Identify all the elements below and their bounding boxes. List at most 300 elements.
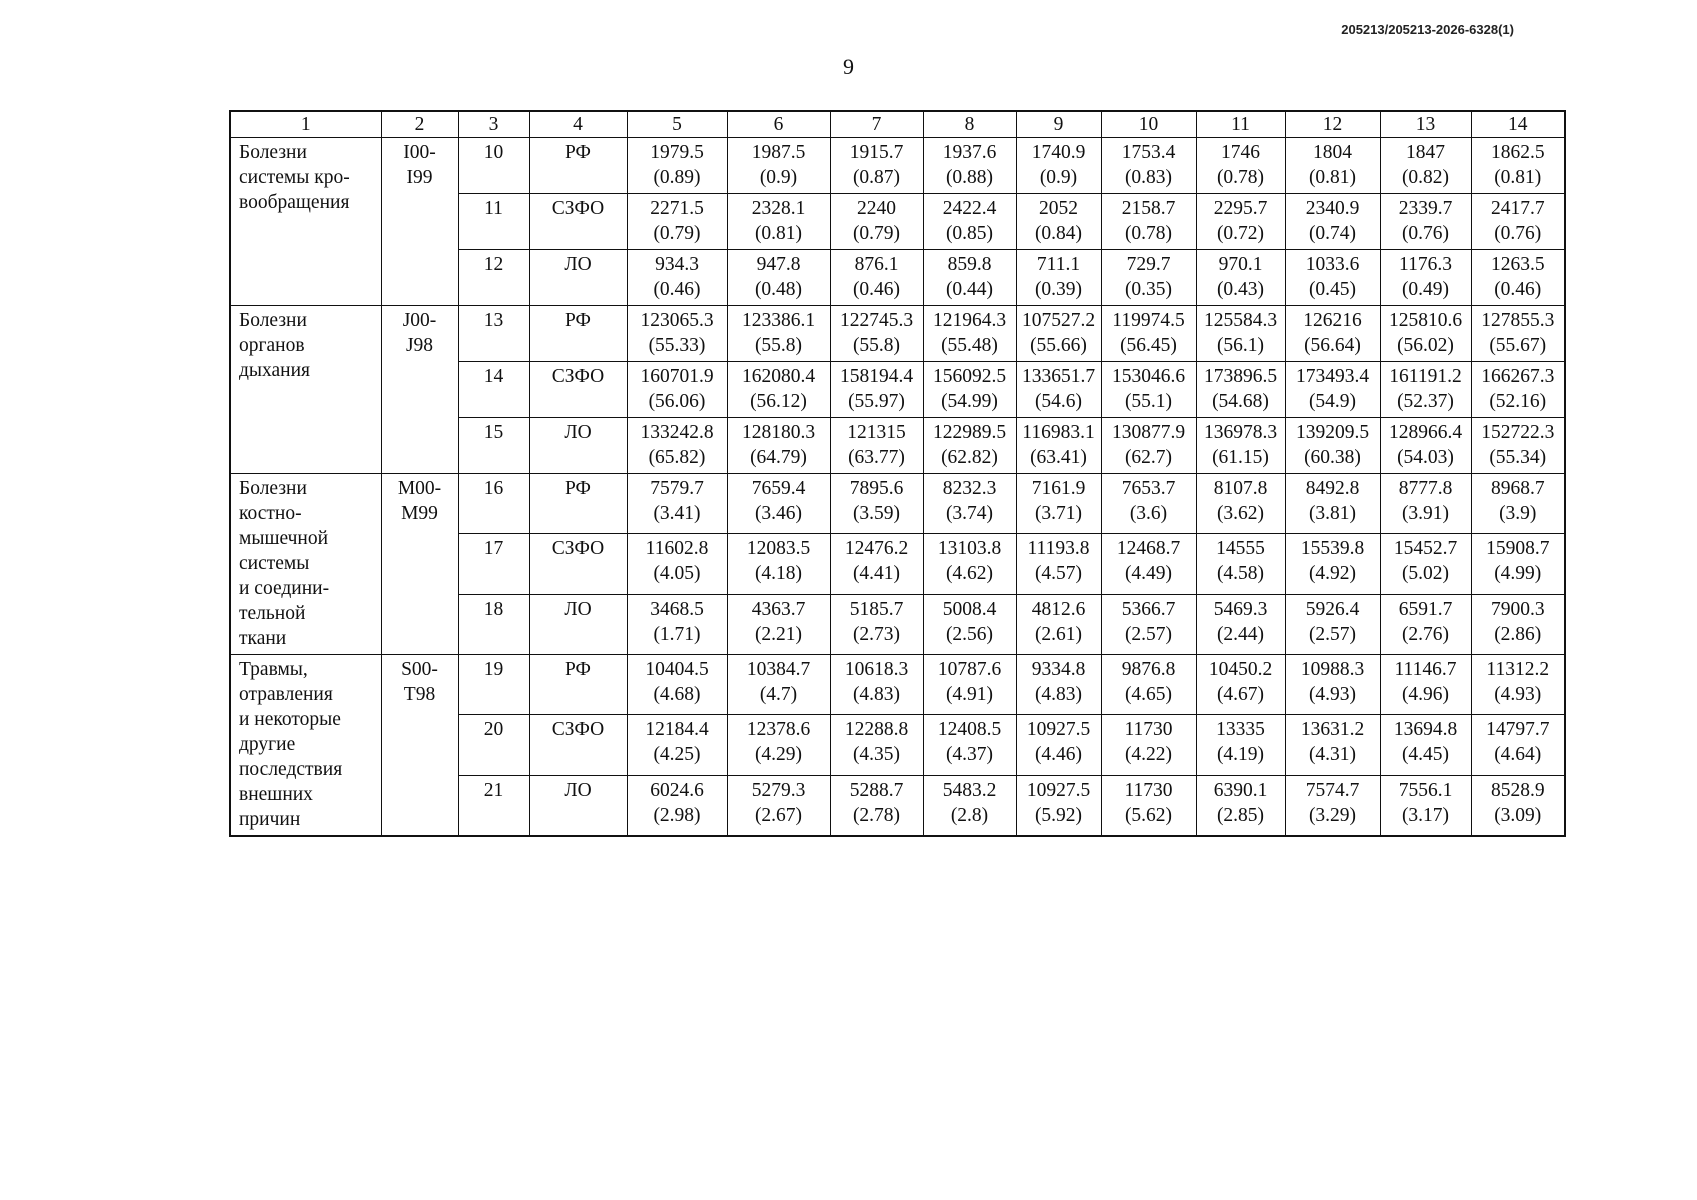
value-cell: [1196, 306, 1285, 362]
value-cell: [1016, 194, 1101, 250]
category-label-line: системы кро-: [239, 167, 350, 188]
value-cell: [1285, 138, 1380, 194]
region-cell: РФ: [529, 655, 627, 715]
value-cell: [727, 362, 830, 418]
percent-share: (4.29): [754, 744, 803, 766]
percent-share: (4.37): [945, 744, 994, 766]
value: 2271.5: [650, 198, 704, 219]
value-cell: [1471, 362, 1565, 418]
value: 160701.9: [640, 366, 714, 387]
value-cell: [727, 655, 830, 715]
value: 1753.4: [1121, 142, 1176, 163]
value-cell: [727, 250, 830, 306]
category-label-line: Травмы,: [239, 659, 308, 680]
percent-share: (62.7): [1124, 447, 1173, 468]
value-cell: [1101, 306, 1196, 362]
value-cell: [830, 306, 923, 362]
value: 126216: [1303, 310, 1362, 331]
percent-share: (54.6): [1034, 391, 1083, 412]
value: 11193.8: [1027, 538, 1090, 560]
value-cell: [1196, 775, 1285, 836]
category-label-line: дыхания: [239, 360, 311, 381]
value: 4812.6: [1031, 598, 1086, 620]
value: 10988.3: [1300, 659, 1365, 680]
value: 2240: [857, 198, 896, 219]
region-cell: ЛО: [529, 775, 627, 836]
value: 133242.8: [640, 422, 714, 443]
column-header: 8: [923, 111, 1016, 138]
value-cell: [727, 534, 830, 594]
value-cell: [830, 474, 923, 534]
column-header: 1: [230, 111, 381, 138]
value-cell: [627, 194, 727, 250]
percent-share: (3.59): [852, 503, 901, 524]
percent-share: (3.81): [1308, 503, 1357, 524]
value-cell: [1016, 362, 1101, 418]
percent-share: (5.92): [1034, 804, 1083, 826]
value-cell: [1196, 655, 1285, 715]
value: 5469.3: [1213, 598, 1268, 620]
value-cell: [1380, 418, 1471, 474]
value-cell: [1016, 534, 1101, 594]
value: 1979.5: [650, 142, 704, 163]
column-header: 6: [727, 111, 830, 138]
value-cell: [923, 655, 1016, 715]
percent-share: (0.39): [1034, 279, 1083, 300]
value: 9876.8: [1121, 659, 1176, 680]
percent-share: (55.97): [848, 391, 905, 412]
value: 12184.4: [645, 719, 709, 741]
percent-share: (0.81): [754, 223, 803, 244]
value-cell: [727, 775, 830, 836]
value: 970.1: [1218, 254, 1263, 275]
percent-share: (4.57): [1034, 563, 1083, 585]
value: 11730: [1124, 719, 1173, 741]
row-number: 18: [458, 594, 529, 654]
value: 1987.5: [751, 142, 806, 163]
value: 8528.9: [1490, 779, 1545, 801]
value: 133651.7: [1021, 366, 1096, 387]
value-cell: [1196, 474, 1285, 534]
value-cell: [627, 418, 727, 474]
icd-code-line: M00-: [397, 478, 442, 499]
icd-code-cell: [381, 655, 458, 837]
region-cell: СЗФО: [529, 362, 627, 418]
value: 13335: [1216, 719, 1265, 741]
percent-share: (65.82): [648, 447, 706, 468]
percent-share: (63.41): [1030, 447, 1087, 468]
value: 139209.5: [1295, 422, 1370, 443]
percent-share: (4.64): [1494, 744, 1542, 766]
value-cell: [627, 474, 727, 534]
icd-code-line: M99: [401, 503, 438, 524]
value-cell: [727, 138, 830, 194]
value: 9334.8: [1031, 659, 1086, 680]
percent-share: (0.81): [1494, 167, 1542, 188]
percent-share: (0.78): [1124, 223, 1173, 244]
percent-share: (0.84): [1034, 223, 1083, 244]
value: 122989.5: [932, 422, 1007, 443]
row-number: 11: [458, 194, 529, 250]
document-id: 205213/205213-2026-6328(1): [1341, 22, 1514, 37]
percent-share: (3.09): [1494, 804, 1542, 826]
category-label-line: Болезни: [239, 310, 307, 331]
table-row: [230, 138, 1565, 194]
value-cell: [830, 775, 923, 836]
value: 125810.6: [1388, 310, 1463, 331]
icd-code-line: T98: [403, 684, 436, 705]
value-cell: [627, 138, 727, 194]
value-cell: [1196, 194, 1285, 250]
value: 1804: [1313, 142, 1352, 163]
value: 15908.7: [1486, 538, 1550, 560]
percent-share: (52.37): [1397, 391, 1454, 412]
value-cell: [627, 250, 727, 306]
value: 125584.3: [1203, 310, 1278, 331]
value-cell: [627, 655, 727, 715]
value-cell: [1471, 418, 1565, 474]
value: 8492.8: [1305, 478, 1360, 499]
value-cell: [923, 775, 1016, 836]
percent-share: (4.25): [653, 744, 701, 766]
value-cell: [1016, 418, 1101, 474]
value-cell: [727, 715, 830, 775]
value-cell: [1285, 655, 1380, 715]
percent-share: (60.38): [1304, 447, 1361, 468]
header-row: [230, 111, 1565, 138]
value: 128966.4: [1388, 422, 1463, 443]
row-number: 10: [458, 138, 529, 194]
value-cell: [1285, 594, 1380, 654]
percent-share: (0.76): [1401, 223, 1450, 244]
percent-share: (62.82): [941, 447, 998, 468]
value-cell: [830, 594, 923, 654]
value-cell: [830, 715, 923, 775]
value-cell: [1471, 474, 1565, 534]
value-cell: [1016, 306, 1101, 362]
percent-share: (3.17): [1401, 804, 1450, 826]
value: 5279.3: [751, 779, 806, 801]
category-label-line: и соедини-: [239, 578, 330, 599]
percent-share: (0.45): [1308, 279, 1357, 300]
value: 10787.6: [937, 659, 1002, 680]
column-header: 5: [627, 111, 727, 138]
percent-share: (4.19): [1216, 744, 1265, 766]
percent-share: (56.1): [1216, 335, 1265, 356]
percent-share: (0.35): [1124, 279, 1173, 300]
percent-share: (4.92): [1308, 563, 1357, 585]
value-cell: [1101, 594, 1196, 654]
percent-share: (55.8): [852, 335, 901, 356]
value-cell: [727, 418, 830, 474]
value-cell: [923, 715, 1016, 775]
value: 5483.2: [942, 779, 997, 801]
percent-share: (4.93): [1308, 684, 1357, 705]
icd-code-line: I99: [406, 167, 433, 188]
value: 7895.6: [849, 478, 904, 499]
value-cell: [830, 250, 923, 306]
percent-share: (0.43): [1216, 279, 1265, 300]
value-cell: [1016, 474, 1101, 534]
value-cell: [1196, 362, 1285, 418]
value: 158194.4: [839, 366, 914, 387]
value: 6024.6: [650, 779, 704, 801]
value-cell: [923, 594, 1016, 654]
row-number: 17: [458, 534, 529, 594]
row-number: 16: [458, 474, 529, 534]
value-cell: [1101, 362, 1196, 418]
value: 1746: [1221, 142, 1260, 163]
page-number: 9: [843, 54, 854, 79]
value: 12476.2: [844, 538, 909, 560]
percent-share: (2.61): [1034, 623, 1083, 645]
value: 10450.2: [1208, 659, 1273, 680]
value-cell: [1196, 715, 1285, 775]
percent-share: (4.65): [1124, 684, 1173, 705]
category-label-line: мышечной: [239, 528, 329, 549]
percent-share: (54.03): [1397, 447, 1454, 468]
value-cell: [1380, 306, 1471, 362]
value: 162080.4: [741, 366, 816, 387]
value-cell: [923, 194, 1016, 250]
value: 12288.8: [844, 719, 909, 741]
percent-share: (4.91): [945, 684, 994, 705]
value-cell: [1101, 715, 1196, 775]
value-cell: [1196, 138, 1285, 194]
percent-share: (4.99): [1494, 563, 1542, 585]
percent-share: (3.41): [653, 503, 701, 524]
value-cell: [1471, 194, 1565, 250]
value-cell: [1101, 250, 1196, 306]
value: 1847: [1406, 142, 1445, 163]
value-cell: [727, 306, 830, 362]
percent-share: (55.48): [941, 335, 998, 356]
category-label-line: другие: [239, 734, 296, 755]
region-cell: РФ: [529, 474, 627, 534]
value-cell: [1016, 775, 1101, 836]
value-cell: [1196, 250, 1285, 306]
value-cell: [627, 715, 727, 775]
value: 161191.2: [1389, 366, 1462, 387]
row-number: 12: [458, 250, 529, 306]
category-cell: [230, 306, 381, 474]
value: 153046.6: [1111, 366, 1186, 387]
value-cell: [627, 534, 727, 594]
value: 173896.5: [1203, 366, 1278, 387]
value: 14797.7: [1486, 719, 1550, 741]
value: 3468.5: [650, 598, 704, 620]
icd-code-line: I00-: [403, 142, 436, 163]
value: 5366.7: [1121, 598, 1176, 620]
value: 14555: [1216, 538, 1265, 560]
value: 156092.5: [932, 366, 1007, 387]
percent-share: (4.31): [1308, 744, 1357, 766]
value: 1033.6: [1305, 254, 1360, 275]
table-body: [230, 111, 1565, 836]
percent-share: (4.83): [1034, 684, 1083, 705]
data-table: [229, 110, 1566, 837]
value: 15452.7: [1393, 538, 1458, 560]
value: 128180.3: [741, 422, 816, 443]
value-cell: [830, 418, 923, 474]
percent-share: (0.87): [852, 167, 901, 188]
percent-share: (61.15): [1212, 447, 1269, 468]
value-cell: [727, 474, 830, 534]
percent-share: (0.82): [1401, 167, 1450, 188]
column-header: 2: [381, 111, 458, 138]
value-cell: [1101, 775, 1196, 836]
percent-share: (0.88): [945, 167, 994, 188]
percent-share: (3.91): [1401, 503, 1450, 524]
icd-code-line: S00-: [401, 659, 438, 680]
percent-share: (63.77): [848, 447, 905, 468]
value-cell: [1016, 594, 1101, 654]
value: 5008.4: [942, 598, 997, 620]
percent-share: (56.45): [1120, 335, 1177, 356]
row-number: 13: [458, 306, 529, 362]
region-cell: ЛО: [529, 250, 627, 306]
value: 7161.9: [1031, 478, 1086, 499]
value: 12468.7: [1116, 538, 1181, 560]
percent-share: (1.71): [653, 623, 701, 645]
icd-code-cell: [381, 138, 458, 306]
value-cell: [1016, 138, 1101, 194]
value: 10404.5: [645, 659, 709, 680]
value-cell: [1471, 250, 1565, 306]
value: 12408.5: [937, 719, 1002, 741]
column-header: 11: [1196, 111, 1285, 138]
value-cell: [1380, 594, 1471, 654]
percent-share: (4.18): [754, 563, 803, 585]
value: 173493.4: [1295, 366, 1370, 387]
value-cell: [1285, 715, 1380, 775]
percent-share: (0.78): [1216, 167, 1265, 188]
value-cell: [1380, 655, 1471, 715]
percent-share: (4.96): [1401, 684, 1450, 705]
value-cell: [1285, 250, 1380, 306]
value: 11146.7: [1394, 659, 1457, 680]
value: 7556.1: [1398, 779, 1453, 801]
value-cell: [1471, 138, 1565, 194]
percent-share: (55.1): [1124, 391, 1173, 412]
category-label-line: тельной: [239, 603, 306, 624]
value: 2339.7: [1398, 198, 1453, 219]
value-cell: [1101, 534, 1196, 594]
value: 122745.3: [839, 310, 914, 331]
value: 123386.1: [741, 310, 816, 331]
percent-share: (4.22): [1124, 744, 1173, 766]
percent-share: (2.76): [1401, 623, 1450, 645]
percent-share: (4.93): [1494, 684, 1542, 705]
percent-share: (56.64): [1304, 335, 1361, 356]
percent-share: (0.44): [945, 279, 994, 300]
percent-share: (0.81): [1308, 167, 1357, 188]
value-cell: [923, 306, 1016, 362]
value-cell: [627, 306, 727, 362]
value-cell: [1471, 306, 1565, 362]
percent-share: (0.85): [945, 223, 994, 244]
region-cell: ЛО: [529, 418, 627, 474]
value: 119974.5: [1112, 310, 1185, 331]
icd-code-cell: [381, 306, 458, 474]
value: 13694.8: [1393, 719, 1458, 741]
percent-share: (3.6): [1129, 503, 1168, 524]
percent-share: (56.06): [648, 391, 706, 412]
percent-share: (4.45): [1401, 744, 1450, 766]
row-number: 21: [458, 775, 529, 836]
value: 7659.4: [751, 478, 806, 499]
value: 121315: [847, 422, 906, 443]
row-number: 15: [458, 418, 529, 474]
value: 107527.2: [1021, 310, 1096, 331]
icd-code-line: J98: [405, 335, 434, 356]
value-cell: [1380, 138, 1471, 194]
percent-share: (4.58): [1216, 563, 1265, 585]
value-cell: [830, 138, 923, 194]
value: 8777.8: [1398, 478, 1453, 499]
value: 5288.7: [849, 779, 904, 801]
percent-share: (4.35): [852, 744, 901, 766]
value: 166267.3: [1481, 366, 1555, 387]
percent-share: (4.7): [759, 684, 798, 705]
percent-share: (0.46): [653, 279, 701, 300]
percent-share: (0.76): [1494, 223, 1542, 244]
value: 10927.5: [1026, 779, 1091, 801]
value: 12378.6: [746, 719, 811, 741]
category-label-line: Болезни: [239, 478, 307, 499]
value-cell: [1471, 655, 1565, 715]
category-label-line: вообращения: [239, 192, 350, 213]
percent-share: (4.83): [852, 684, 901, 705]
percent-share: (2.21): [754, 623, 803, 645]
value: 4363.7: [751, 598, 806, 620]
value-cell: [1101, 655, 1196, 715]
percent-share: (0.83): [1124, 167, 1173, 188]
value: 7579.7: [650, 478, 704, 499]
value-cell: [1380, 474, 1471, 534]
value-cell: [923, 138, 1016, 194]
value-cell: [1101, 138, 1196, 194]
region-cell: СЗФО: [529, 194, 627, 250]
value-cell: [1196, 534, 1285, 594]
value-cell: [1285, 306, 1380, 362]
percent-share: (56.12): [750, 391, 807, 412]
percent-share: (2.73): [852, 623, 901, 645]
column-header: 10: [1101, 111, 1196, 138]
value-cell: [830, 194, 923, 250]
value: 729.7: [1126, 254, 1171, 275]
percent-share: (3.62): [1216, 503, 1265, 524]
value-cell: [727, 194, 830, 250]
value: 127855.3: [1481, 310, 1555, 331]
category-label-line: причин: [239, 809, 301, 830]
value: 11730: [1124, 779, 1173, 801]
percent-share: (0.79): [852, 223, 901, 244]
value: 2422.4: [942, 198, 997, 219]
percent-share: (0.72): [1216, 223, 1265, 244]
value: 123065.3: [640, 310, 714, 331]
percent-share: (0.49): [1401, 279, 1450, 300]
percent-share: (3.71): [1034, 503, 1083, 524]
value: 130877.9: [1111, 422, 1186, 443]
percent-share: (0.9): [759, 167, 798, 188]
value: 1740.9: [1031, 142, 1086, 163]
percent-share: (0.46): [1494, 279, 1542, 300]
value: 152722.3: [1481, 422, 1555, 443]
value: 7900.3: [1490, 598, 1545, 620]
value: 8232.3: [942, 478, 997, 499]
percent-share: (2.85): [1216, 804, 1265, 826]
